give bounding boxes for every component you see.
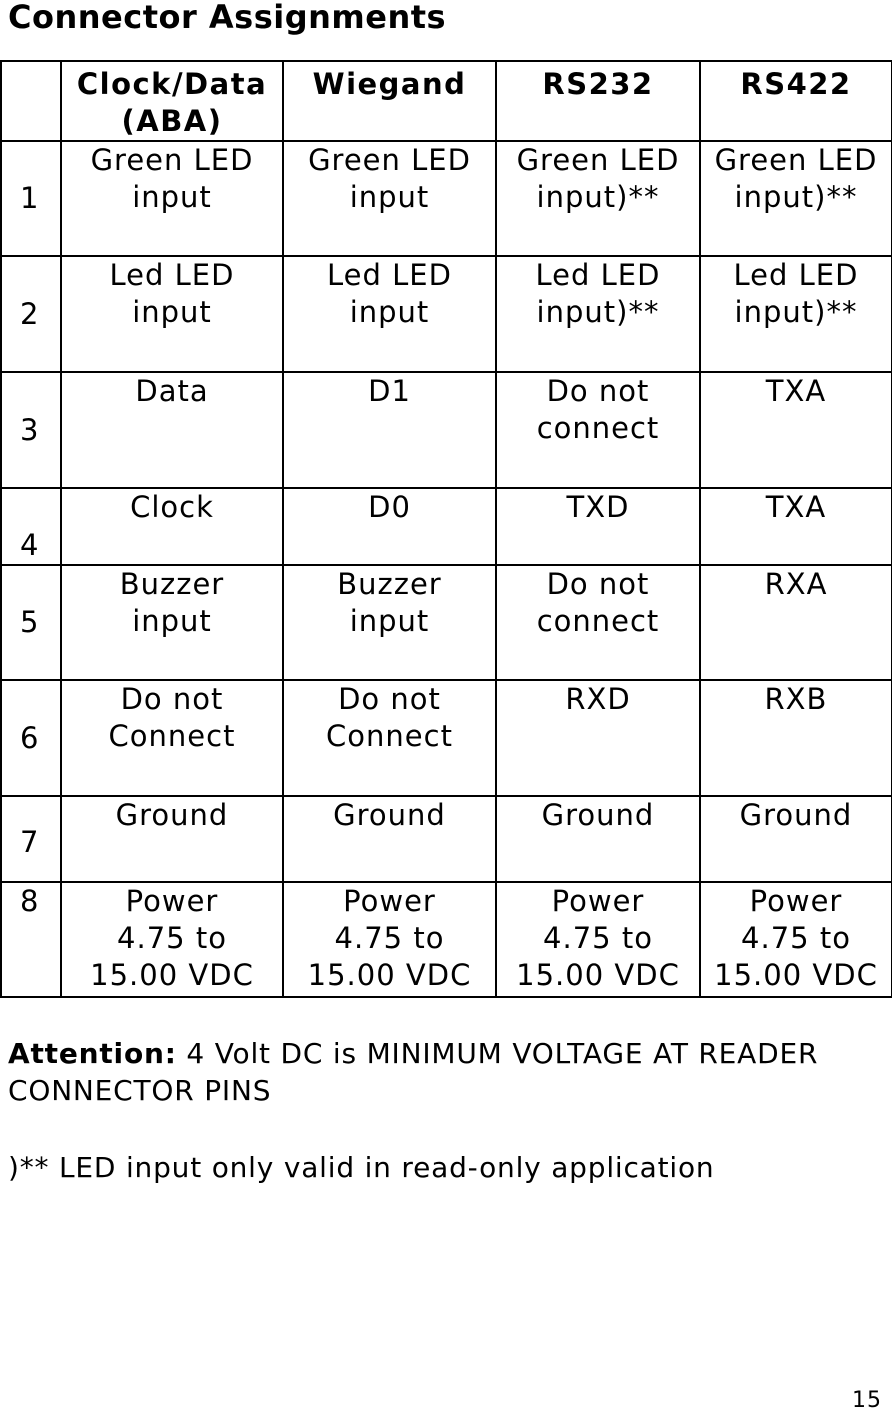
table-cell: Clock [61,488,283,565]
table-cell: Ground [496,796,700,882]
table-row [1,882,892,997]
pin-number: 8 [1,882,61,997]
table-cell: RXD [496,680,700,796]
page-title: Connector Assignments [8,0,447,36]
table-cell: D1 [283,372,496,488]
page-number: 15 [852,1388,882,1413]
table-header-row [1,61,892,141]
table-row [1,565,892,680]
table-cell: Do not Connect [61,680,283,796]
pin-number: 1 [1,141,61,256]
pin-number: 7 [1,796,61,882]
table-cell: Green LED input)** [700,141,892,256]
column-header-rs422: RS422 [700,61,892,141]
table-cell: Do not Connect [283,680,496,796]
table-cell: TXA [700,488,892,565]
column-header-rs232: RS232 [496,61,700,141]
table-cell: RXA [700,565,892,680]
table-cell: Green LED input)** [496,141,700,256]
table-row [1,256,892,372]
column-header-clock-data: Clock/Data (ABA) [61,61,283,141]
table-cell: Buzzer input [283,565,496,680]
pin-number: 3 [1,372,61,488]
table-cell: D0 [283,488,496,565]
attention-note [8,1035,868,1109]
table-row [1,796,892,882]
attention-text: 4 Volt DC is MINIMUM VOLTAGE AT READER CONNECTOR PINS [8,1037,819,1107]
column-header-wiegand: Wiegand [283,61,496,141]
table-cell: Do not connect [496,372,700,488]
table-cell: TXA [700,372,892,488]
table-cell: Led LED input)** [496,256,700,372]
footnote: )** LED input only valid in read-only application [8,1151,715,1184]
table-cell: Do not connect [496,565,700,680]
table-cell: Green LED input [283,141,496,256]
pin-number: 2 [1,256,61,372]
table-cell: Buzzer input [61,565,283,680]
table-cell: Data [61,372,283,488]
pin-number: 4 [1,488,61,565]
table-cell: Power 4.75 to 15.00 VDC [283,882,496,997]
table-row [1,680,892,796]
column-header-pin [1,61,61,141]
table-cell: Led LED input [283,256,496,372]
table-cell: Green LED input [61,141,283,256]
pin-number: 5 [1,565,61,680]
table-cell: Power 4.75 to 15.00 VDC [61,882,283,997]
table-cell: Led LED input [61,256,283,372]
table-cell: Power 4.75 to 15.00 VDC [496,882,700,997]
table-cell: Ground [700,796,892,882]
table-row [1,372,892,488]
connector-table [0,60,892,998]
table-cell: Ground [61,796,283,882]
pin-number: 6 [1,680,61,796]
table-cell: TXD [496,488,700,565]
table-cell: Ground [283,796,496,882]
table-cell: RXB [700,680,892,796]
attention-label: Attention: [8,1037,177,1070]
table-row [1,488,892,565]
table-cell: Power 4.75 to 15.00 VDC [700,882,892,997]
table-row [1,141,892,256]
table-cell: Led LED input)** [700,256,892,372]
